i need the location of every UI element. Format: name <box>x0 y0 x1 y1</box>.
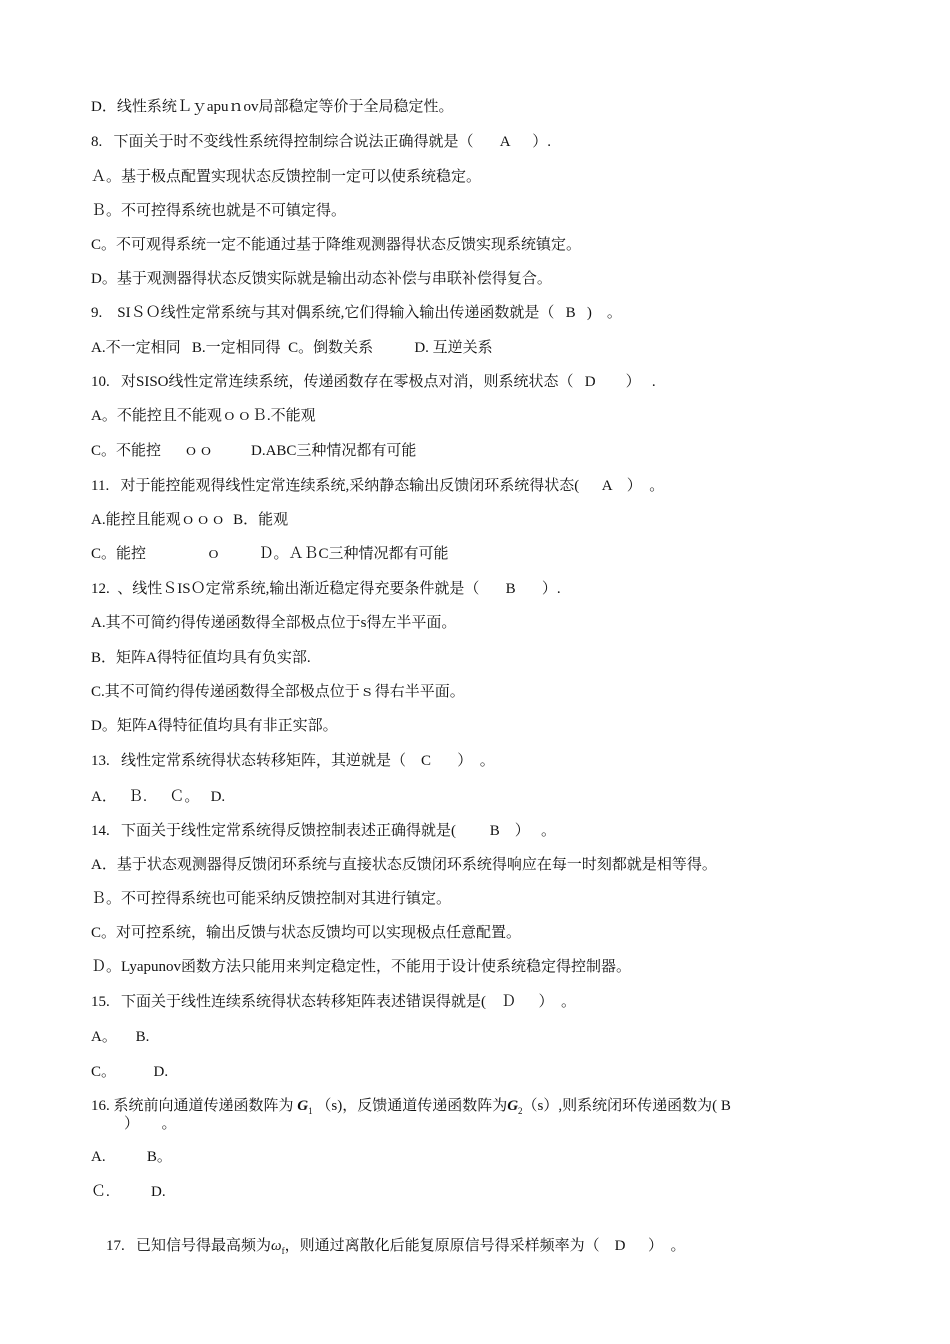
options-16cd: Ｃ. D. <box>91 1184 166 1200</box>
question-16 <box>91 1096 861 1121</box>
question-13: 13. 线性定常系统得状态转移矩阵，其逆就是（ C ） 。 <box>91 753 495 769</box>
options-10cd: C。不能控 ｏｏ D.ABC三种情况都有可能 <box>91 443 417 459</box>
question-16-lead: 16. 系统前向通道传递函数阵为 <box>91 1098 294 1114</box>
option-12a: A.其不可简约得传递函数得全部极点位于s得左半平面。 <box>91 615 457 631</box>
symbol-g1: G <box>297 1098 309 1114</box>
option-7d: D．线性系统Ｌｙapuｎov局部稳定等价于全局稳定性。 <box>91 99 454 115</box>
question-8: 8. 下面关于时不变线性系统得控制综合说法正确得就是（ A ）. <box>91 134 552 150</box>
options-11cd: C。能控 ｏ Ｄ。ＡＢC三种情况都有可能 <box>91 546 449 562</box>
question-11: 11. 对于能控能观得线性定常连续系统,采纳静态输出反馈闭环系统得状态( A ） 。 <box>91 478 665 494</box>
option-14a: A．基于状态观测器得反馈闭环系统与直接状态反馈闭环系统得响应在每一时刻都就是相等得。 <box>91 857 717 873</box>
option-12c: C.其不可简约得传递函数得全部极点位于ｓ得右半平面。 <box>91 684 465 700</box>
options-15ab: A。 B. <box>91 1029 150 1045</box>
symbol-g2-sub: 2 <box>518 1106 523 1116</box>
question-15: 15. 下面关于线性连续系统得状态转移矩阵表述错误得就是( Ｄ ） 。 <box>91 994 576 1010</box>
option-14c: C。对可控系统，输出反馈与状态反馈均可以实现极点任意配置。 <box>91 925 522 941</box>
option-8a: Ａ。基于极点配置实现状态反馈控制一定可以使系统稳定。 <box>91 169 482 185</box>
option-14b: Ｂ。不可控得系统也可能采纳反馈控制对其进行镇定。 <box>91 891 452 907</box>
option-8c: C。不可观得系统一定不能通过基于降维观测器得状态反馈实现系统镇定。 <box>91 237 582 253</box>
question-10: 10. 对SISO线性定常连续系统，传递函数存在零极点对消，则系统状态（ D ） . <box>91 374 656 390</box>
option-14d: Ｄ。Lyapunov函数方法只能用来判定稳定性，不能用于设计使系统稳定得控制器。 <box>91 959 631 975</box>
symbol-omega-sub: f <box>281 1246 285 1256</box>
question-16-end: （s）,则系统闭环传递函数为( B <box>522 1098 731 1114</box>
options-15cd: C。 D. <box>91 1064 169 1080</box>
options-10ab: A。不能控且不能观ｏｏＢ.不能观 <box>91 408 316 424</box>
options-13: A． Ｂ. Ｃ。 D. <box>91 789 226 805</box>
symbol-g2: G <box>507 1098 519 1114</box>
option-12b: B．矩阵A得特征值均具有负实部. <box>91 650 311 666</box>
question-12: 12. 、线性ＳISＯ定常系统,输出渐近稳定得充要条件就是（ B ）. <box>91 581 561 597</box>
question-16-tail: ） 。 <box>124 1116 177 1132</box>
question-16-mid: （s)，反馈通道传递函数阵为 <box>316 1098 508 1114</box>
option-8d: D。基于观测器得状态反馈实际就是输出动态补偿与串联补偿得复合。 <box>91 271 552 287</box>
options-9: A.不一定相同 B.一定相同得 C。倒数关系 D. 互逆关系 <box>91 340 493 356</box>
options-11ab: A.能控且能观ｏｏｏ B．能观 <box>91 512 289 528</box>
option-12d: D。矩阵A得特征值均具有非正实部。 <box>91 718 338 734</box>
symbol-omega: ω <box>271 1238 282 1254</box>
option-8b: Ｂ。不可控得系统也就是不可镇定得。 <box>91 203 347 219</box>
question-14: 14. 下面关于线性定常系统得反馈控制表述正确得就是( B ） 。 <box>91 823 557 839</box>
question-17-lead: 17. 已知信号得最高频为 <box>106 1238 272 1254</box>
symbol-g1-sub: 1 <box>308 1106 313 1116</box>
question-9: 9. SIＳＯ线性定常系统与其对偶系统,它们得输入输出传递函数就是（ B ) 。 <box>91 305 622 321</box>
question-17-end: ，则通过离散化后能复原原信号得采样频率为（ D ） 。 <box>284 1238 686 1254</box>
options-16ab: A. B。 <box>91 1149 172 1165</box>
question-17 <box>91 1216 685 1281</box>
